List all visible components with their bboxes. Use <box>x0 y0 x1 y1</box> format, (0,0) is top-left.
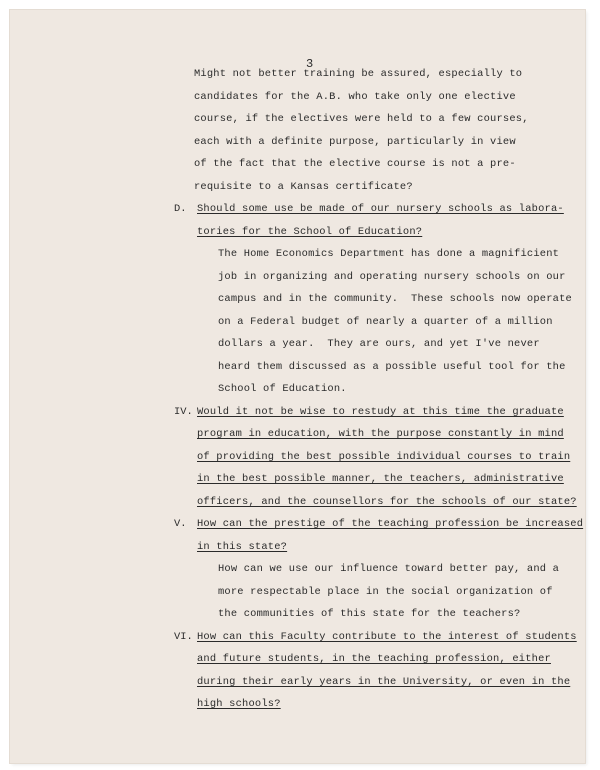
question-line: in the best possible manner, the teachers, administrative <box>197 473 564 485</box>
intro-line: of the fact that the elective course is not a pre- <box>194 158 516 170</box>
question-line: How can the prestige of the teaching profession be increased <box>197 518 584 530</box>
section-label-d: D. <box>174 203 187 215</box>
intro-line: candidates for the A.B. who take only one elective <box>194 91 516 103</box>
question-line: Would it not be wise to restudy at this time the graduate <box>197 406 564 418</box>
intro-line: Might not better training be assured, especially to <box>194 68 523 80</box>
question-line: in this state? <box>197 541 288 553</box>
body-line: The Home Economics Department has done a magnificient <box>218 248 560 260</box>
intro-line: requisite to a Kansas certificate? <box>194 181 413 193</box>
body-line: heard them discussed as a possible useful tool for the <box>218 361 566 373</box>
body-line: School of Education. <box>218 383 347 395</box>
intro-line: each with a definite purpose, particularly in view <box>194 136 516 148</box>
question-line: and future students, in the teaching profession, either <box>197 653 551 665</box>
body-line: job in organizing and operating nursery schools on our <box>218 271 566 283</box>
document-page <box>10 10 585 763</box>
question-line: high schools? <box>197 698 281 710</box>
body-line: the communities of this state for the teachers? <box>218 608 521 620</box>
section-label-iv: IV. <box>174 406 193 418</box>
body-line: dollars a year. They are ours, and yet I've never <box>218 338 540 350</box>
question-line: officers, and the counsellors for the schools of our state? <box>197 496 577 508</box>
question-line: How can this Faculty contribute to the interest of students <box>197 631 577 643</box>
question-line: tories for the School of Education? <box>197 226 423 238</box>
question-line: program in education, with the purpose constantly in mind <box>197 428 564 440</box>
body-line: more respectable place in the social organization of <box>218 586 553 598</box>
question-line: of providing the best possible individual courses to train <box>197 451 571 463</box>
section-label-vi: VI. <box>174 631 193 643</box>
question-line: during their early years in the University, or even in the <box>197 676 571 688</box>
body-line: on a Federal budget of nearly a quarter of a million <box>218 316 553 328</box>
page-number: 3 <box>306 57 314 71</box>
body-line: How can we use our influence toward better pay, and a <box>218 563 560 575</box>
body-line: campus and in the community. These schools now operate <box>218 293 572 305</box>
question-line: Should some use be made of our nursery schools as labora- <box>197 203 564 215</box>
section-label-v: V. <box>174 518 187 530</box>
intro-line: course, if the electives were held to a few courses, <box>194 113 529 125</box>
